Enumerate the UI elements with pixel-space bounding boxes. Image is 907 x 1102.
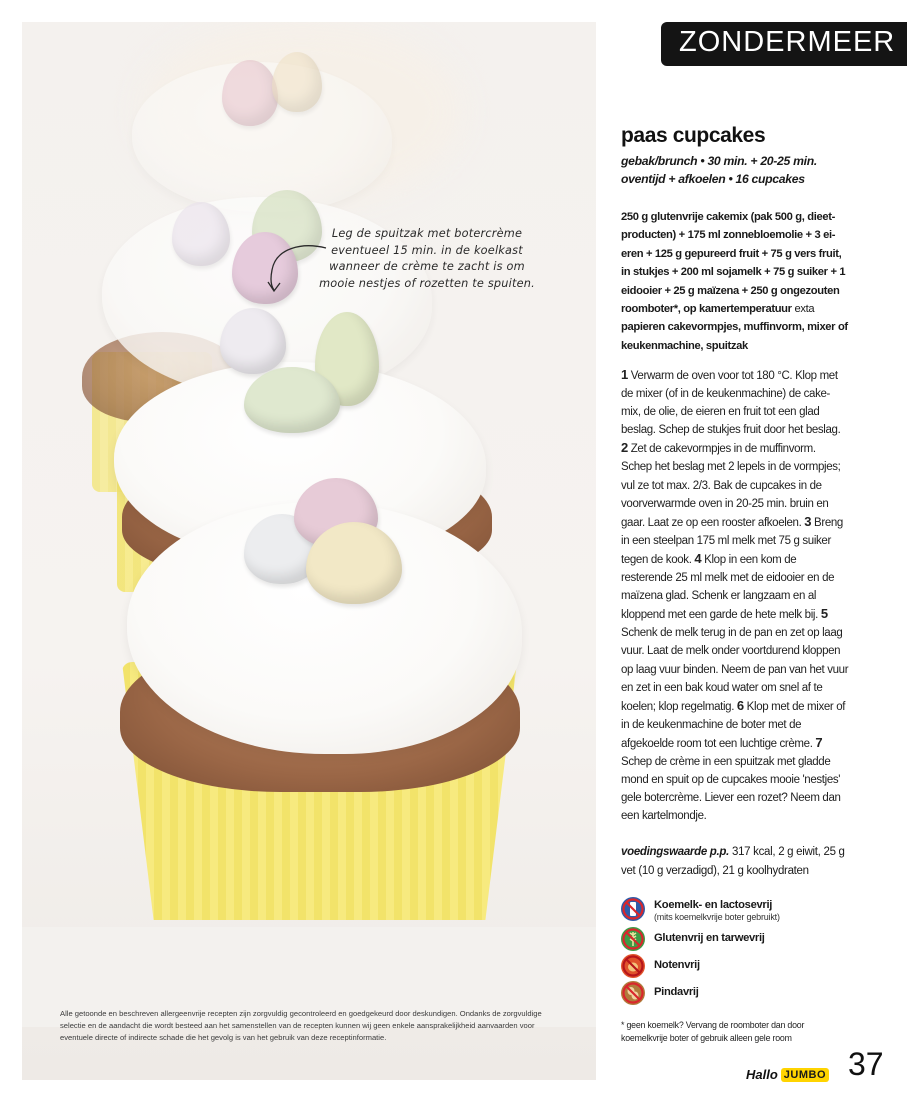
step-number: 5 [820,606,828,622]
diet-badge-milk-free [620,896,780,923]
step-number: 4 [694,550,702,566]
section-tab-label: ZONDERMEER [679,26,896,58]
milk-free-icon [620,896,646,922]
diet-badge-peanut-free [620,980,699,1006]
ingredients-list: 250 g glutenvrije cakemix (pak 500 g, dieet-producten) + 175 ml zonnebloemolie + 3 ei-eren + 125 g gepureerd fruit + 75 g vers fruit, in stukjes + 200 ml sojamelk + 75 g suiker + 1 eidooier + 25 g maïzena + 250 g ongezouten roomboter*, op kamertemperatuur [621,211,846,316]
allergy-disclaimer: Alle getoonde en beschreven allergeenvrije recepten zijn zorgvuldig gecontroleerd en goedgekeurd door deskundigen. Ondanks de zorgvuldige selectie en de aandacht die wordt besteed aan het samenstellen van de recepten kunnen wij geen enkele aansprakelijkheid aanvaarden voor eventuele directe of indirecte schade die het gevolg is van het gebruik van deze receptinformatie. [60,1009,542,1042]
page-number: 37 [848,1046,884,1082]
footnote: * geen koemelk? Vervang de roomboter dan door koemelkvrije boter of gebruik alleen gele room [621,1020,805,1043]
diet-badge-gluten-free [620,926,765,952]
nut-free-icon [620,953,646,979]
recipe-steps [621,366,849,825]
step-number: 7 [815,734,823,750]
step-text: Verwarm de oven voor tot 180 °C. Klop met de mixer (of in de keukenmachine) de cake-mix, de olie, de eieren en fruit tot een glad beslag. Schep de stukjes fruit door het beslag. [621,370,841,437]
recipe-title: paas cupcakes [621,124,766,147]
step-text: Klop in een kom de resterende 25 ml melk met de eidooier en de maïzena glad. Schenk er langzaam en al kloppend met een garde de hete melk bij. [621,553,835,622]
step-number: 1 [621,367,628,382]
ingredients-extra: papieren cakevormpjes, muffinvorm, mixer of keukenmachine, spuitzak [621,321,848,352]
nutrition-info [621,843,851,880]
step-text: Schenk de melk terug in de pan en zet op laag vuur. Laat de melk onder voortdurend kloppen op laag vuur binden. Neem de pan van het vuur en zet in een bak koud water om snel af te koelen; klop regelmatig. [621,627,849,713]
step-text: Schep de crème in een spuitzak met gladde mond en spuit op de cupcakes mooie 'nestjes' gele botercrème. Liever een rozet? Neem dan een kartelmondje. [621,755,841,823]
step-number: 2 [621,440,628,456]
cupcake-photo [22,22,596,1080]
brand-logo [746,1067,829,1082]
diet-badge-label: Koemelk- en lactosevrij [654,899,773,911]
recipe-meta-line-2: oventijd + afkoelen • 16 cupcakes [621,172,805,186]
ingredients [621,208,851,355]
gluten-free-icon [620,926,646,952]
diet-badge-note: (mits koemelkvrije boter gebruikt) [654,912,780,922]
nutrition-values: 317 kcal, 2 g eiwit, 25 g vet (10 g verzadigd), 21 g koolhydraten [621,846,845,877]
peanut-free-icon [620,980,646,1006]
step-text: Breng in een steelpan 175 ml melk met 75 g suiker tegen de kook. [621,516,843,566]
recipe-meta-line-1: gebak/brunch • 30 min. + 20-25 min. [621,154,817,168]
step-text: Klop met de mixer of in de keukenmachine de boter met de afgekoelde room tot een luchtige crème. [621,700,846,750]
diet-badge-label: Pindavrij [654,986,699,998]
diet-badge-label: Glutenvrij en tarwevrij [654,932,765,944]
diet-badge-label: Notenvrij [654,959,700,971]
nutrition-label: voedingswaarde p.p. [621,846,730,858]
brand-prefix: Hallo [746,1067,778,1082]
ingredients-extra-label: exta [794,303,815,316]
jumbo-logo: JUMBO [781,1068,829,1082]
step-number: 6 [736,697,744,713]
recipe-meta [621,152,851,188]
photo-annotation: Leg de spuitzak met botercrème eventueel 15 min. in de koelkast wanneer de crème te zacht is om mooie nestjes of rozetten te spuiten. [319,227,535,290]
step-text: Zet de cakevormpjes in de muffinvorm. Schep het beslag met 2 lepels in de vormpjes; vul ze tot max. 2/3. Bak de cupcakes in de voorverwarmde oven in 20-25 min. bruin en gaar. Laat ze op een rooster afkoelen. [621,443,841,529]
step-number: 3 [804,513,812,529]
diet-badge-nut-free [620,953,700,979]
